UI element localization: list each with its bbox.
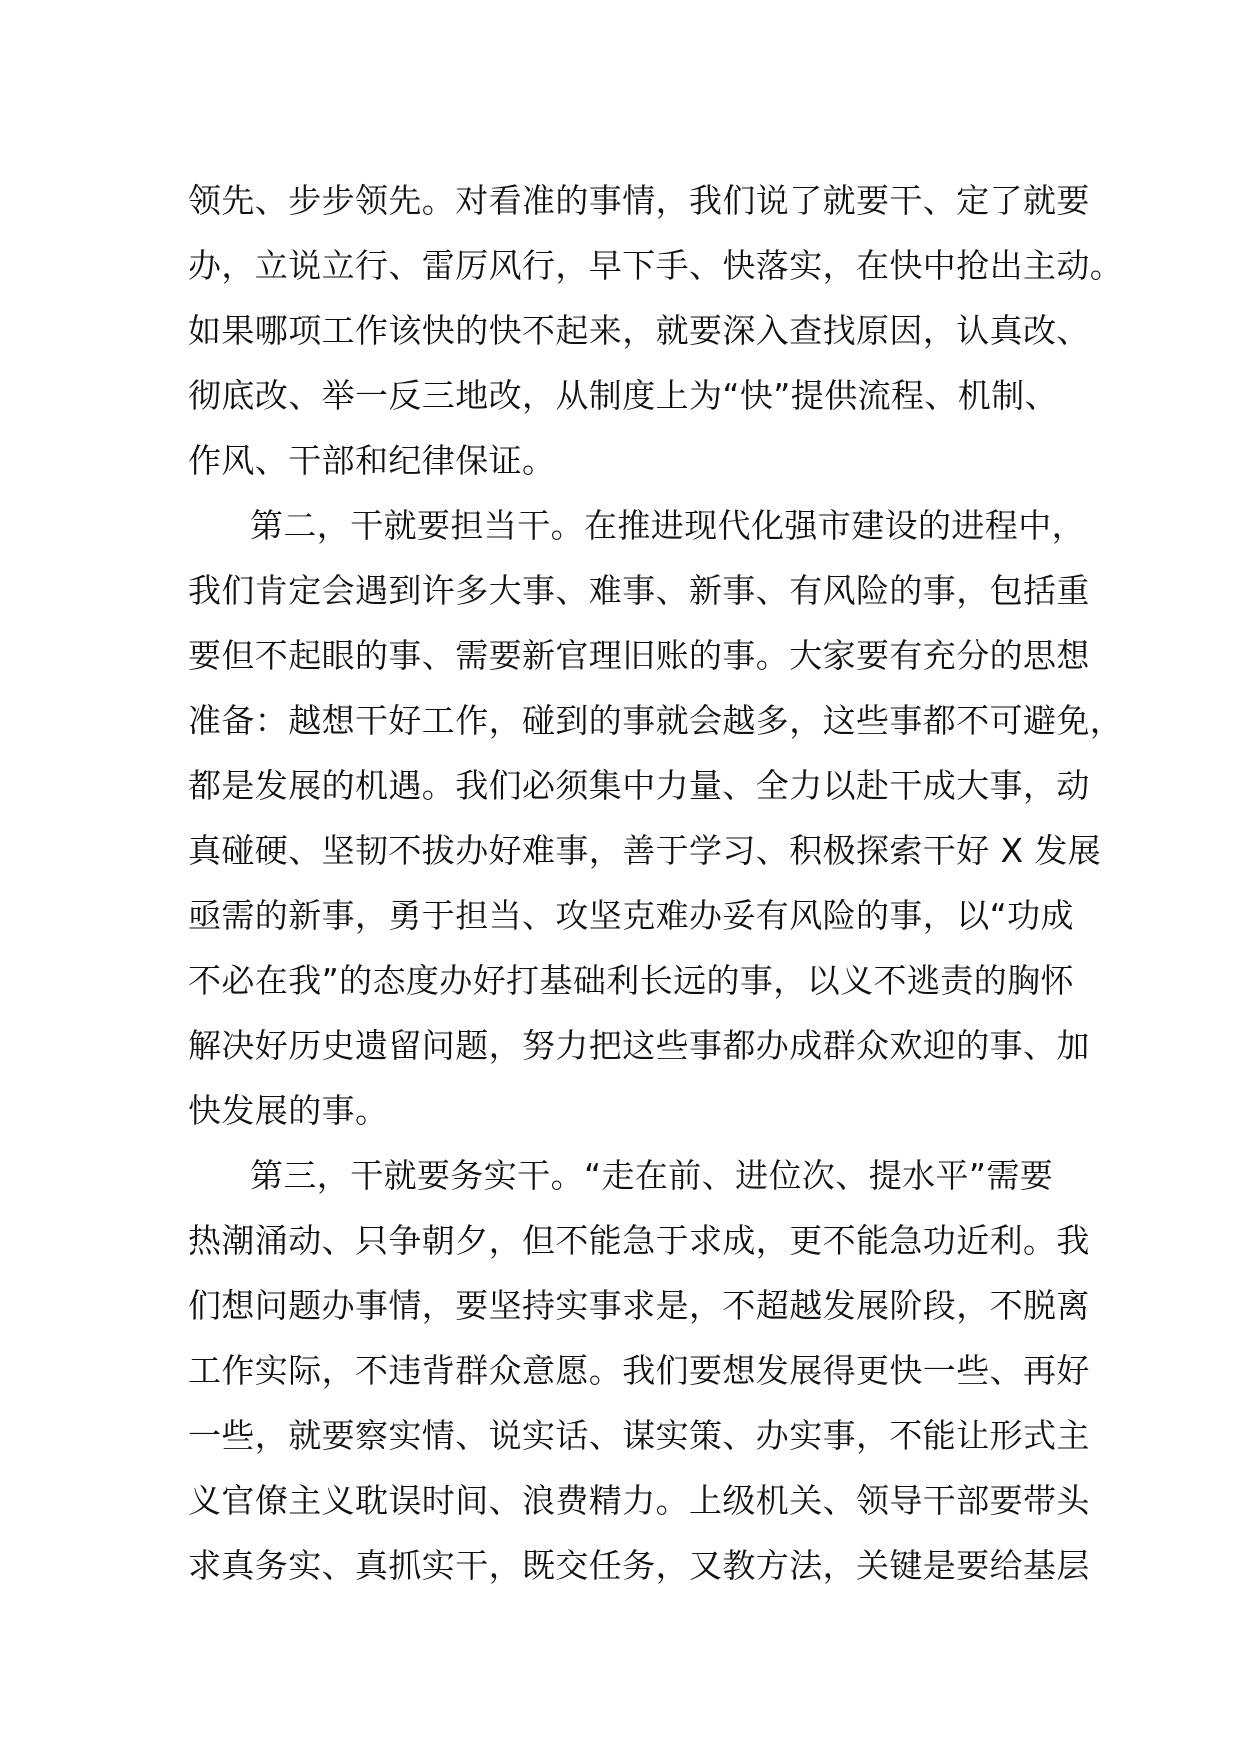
text-line: 亟需的新事，勇于担当、攻坚克难办妥有风险的事，以“功成 xyxy=(188,896,1074,935)
paragraph-start-line: 第二，干就要担当干。在推进现代化强市建设的进程中， xyxy=(250,506,1085,545)
text-line: 作风、干部和纪律保证。 xyxy=(188,441,556,480)
text-line: 工作实际，不违背群众意愿。我们要想发展得更快一些、再好 xyxy=(188,1351,1090,1390)
text-line: 如果哪项工作该快的快不起来，就要深入查找原因，认真改、 xyxy=(188,311,1090,350)
text-line: 义官僚主义耽误时间、浪费精力。上级机关、领导干部要带头 xyxy=(188,1481,1090,1520)
text-line: 们想问题办事情，要坚持实事求是，不超越发展阶段，不脱离 xyxy=(188,1286,1090,1325)
text-line: 求真务实、真抓实干，既交任务，又教方法，关键是要给基层 xyxy=(188,1546,1090,1585)
text-line: 都是发展的机遇。我们必须集中力量、全力以赴干成大事，动 xyxy=(188,766,1090,805)
text-line: 彻底改、举一反三地改，从制度上为“快”提供流程、机制、 xyxy=(188,376,1058,415)
body-text xyxy=(188,168,1124,1598)
text-line: 解决好历史遗留问题，努力把这些事都办成群众欢迎的事、加 xyxy=(188,1026,1090,1065)
text-line: 不必在我”的态度办好打基础利长远的事，以义不逃责的胸怀 xyxy=(188,961,1074,1000)
text-line: 快发展的事。 xyxy=(188,1091,389,1130)
text-line: 办，立说立行、雷厉风行，早下手、快落实，在快中抢出主动。 xyxy=(188,246,1124,285)
text-line: 热潮涌动、只争朝夕，但不能急于求成，更不能急功近利。我 xyxy=(188,1221,1090,1260)
text-line: 领先、步步领先。对看准的事情，我们说了就要干、定了就要 xyxy=(188,181,1090,220)
text-line: 准备：越想干好工作，碰到的事就会越多，这些事都不可避免， xyxy=(188,701,1124,740)
paragraph-start-line: 第三，干就要务实干。“走在前、进位次、提水平”需要 xyxy=(250,1156,1054,1195)
text-line: 一些，就要察实情、说实话、谋实策、办实事，不能让形式主 xyxy=(188,1416,1090,1455)
text-line: 要但不起眼的事、需要新官理旧账的事。大家要有充分的思想 xyxy=(188,636,1090,675)
text-line: 真碰硬、坚韧不拔办好难事，善于学习、积极探索干好 X 发展 xyxy=(188,831,1102,870)
text-line: 我们肯定会遇到许多大事、难事、新事、有风险的事，包括重 xyxy=(188,571,1090,610)
